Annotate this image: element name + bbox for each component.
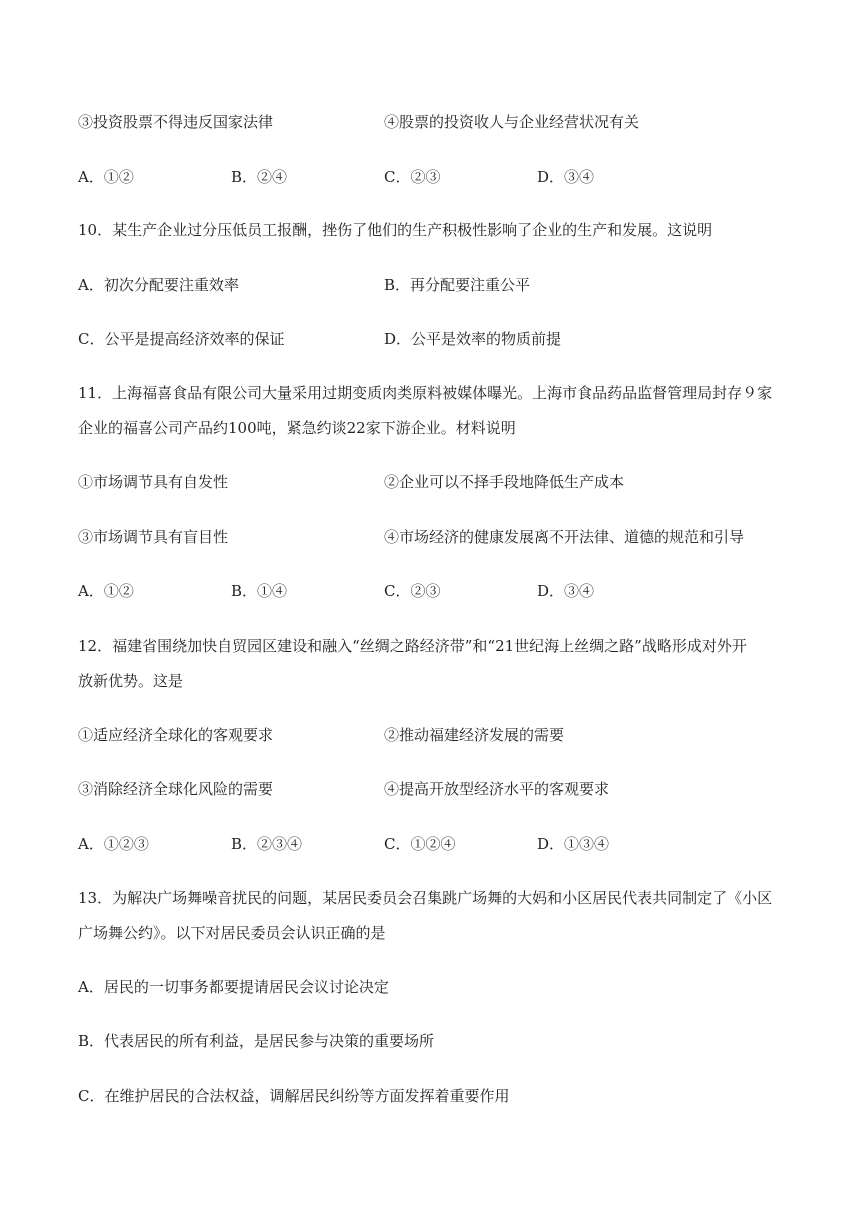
q12-stem-line-2: 放新优势。这是 [78,672,184,690]
q11-item-1: ①市场调节具有自发性 [78,473,229,491]
q9-option-d: D．③④ [537,168,595,186]
q9-option-c: C．②③ [384,168,441,186]
q11-option-d: D．③④ [537,582,595,600]
q12-option-b: B．②③④ [231,835,303,853]
q11-item-2: ②企业可以不择手段地降低生产成本 [384,473,625,491]
q11-item-4: ④市场经济的健康发展离不开法律、道德的规范和引导 [384,528,745,546]
q13-stem-line-2: 广场舞公约》。以下对居民委员会认识正确的是 [78,924,386,942]
q12-option-a: A．①②③ [78,835,149,853]
q11-item-3: ③市场调节具有盲目性 [78,528,229,546]
q9-option-a: A．①② [78,168,134,186]
q11-stem-line-2: 企业的福喜公司产品约100吨，紧急约谈22家下游企业。材料说明 [78,419,516,437]
q9-item-4: ④股票的投资收人与企业经营状况有关 [384,113,640,131]
q9-option-b: B．②④ [231,168,288,186]
q10-option-b: B．再分配要注重公平 [384,276,531,294]
q12-item-1: ①适应经济全球化的客观要求 [78,726,274,744]
q9-item-3: ③投资股票不得违反国家法律 [78,113,274,131]
q11-option-a: A．①② [78,582,134,600]
q12-stem-line-1: 12．福建省围绕加快自贸园区建设和融入“丝绸之路经济带”和“21世纪海上丝绸之路”战略形成对外开 [78,637,747,655]
q10-stem: 10．某生产企业过分压低员工报酬，挫伤了他们的生产积极性影响了企业的生产和发展。这说明 [78,221,713,239]
q13-option-a: A．居民的一切事务都要提请居民会议讨论决定 [78,978,389,996]
q10-option-a: A．初次分配要注重效率 [78,276,239,294]
q12-item-2: ②推动福建经济发展的需要 [384,726,565,744]
q12-item-3: ③消除经济全球化风险的需要 [78,780,274,798]
q13-option-c: C．在维护居民的合法权益，调解居民纠纷等方面发挥着重要作用 [78,1087,510,1105]
q12-option-c: C．①②④ [384,835,456,853]
q13-stem-line-1: 13．为解决广场舞噪音扰民的问题，某居民委员会召集跳广场舞的大妈和小区居民代表共同制定了《小区 [78,889,773,907]
q11-option-c: C．②③ [384,582,441,600]
q10-option-d: D．公平是效率的物质前提 [384,330,562,348]
q11-stem-line-1: 11．上海福喜食品有限公司大量采用过期变质肉类原料被媒体曝光。上海市食品药品监督管理局封存９家 [78,384,773,402]
q12-item-4: ④提高开放型经济水平的客观要求 [384,780,610,798]
q13-option-b: B．代表居民的所有利益，是居民参与决策的重要场所 [78,1032,435,1050]
q11-option-b: B．①④ [231,582,288,600]
q12-option-d: D．①③④ [537,835,610,853]
q10-option-c: C．公平是提高经济效率的保证 [78,330,285,348]
